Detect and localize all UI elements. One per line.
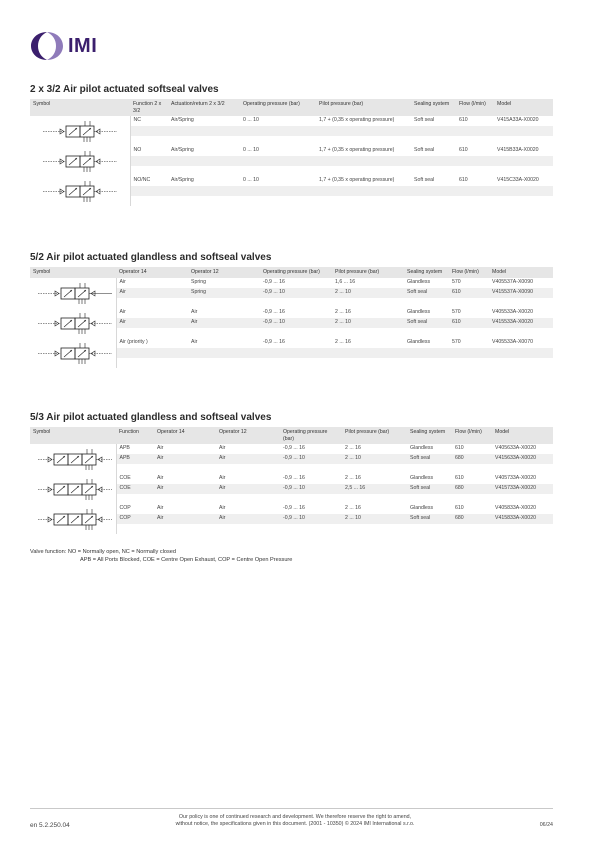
symbol-cell — [30, 474, 116, 504]
table-cell: Soft seal — [407, 514, 452, 524]
table-cell: V415733A-X0020 — [492, 484, 553, 494]
footer-divider — [30, 808, 553, 809]
table-cell — [216, 494, 280, 504]
table-cell: Spring — [188, 278, 260, 288]
table-cell — [188, 348, 260, 358]
table-cell: V415533A-X0020 — [489, 318, 553, 328]
col-header: Operating pressure (bar) — [260, 267, 332, 278]
table-cell — [411, 156, 456, 166]
table-cell — [130, 136, 168, 146]
table-cell: APB — [116, 444, 154, 454]
brand-name: IMI — [68, 34, 98, 57]
table-cell: V415833A-X0020 — [492, 514, 553, 524]
table-cell: 680 — [452, 454, 492, 464]
table-cell — [154, 524, 216, 534]
col-header: Pilot pressure (bar) — [332, 267, 404, 278]
table-cell — [404, 348, 449, 358]
table-cell — [316, 186, 411, 196]
table-cell — [494, 136, 553, 146]
table-cell: Air — [216, 474, 280, 484]
table-cell: Air — [216, 484, 280, 494]
valve-symbol-icon — [30, 474, 116, 504]
valve-symbol-icon — [35, 116, 125, 146]
section-52 — [30, 252, 553, 368]
table-cell: V415537A-X0090 — [489, 288, 553, 298]
table-cell — [456, 186, 494, 196]
table-cell: V415B33A-X0020 — [494, 146, 553, 156]
table-cell: Air/Spring — [168, 116, 240, 126]
col-header: Sealing system — [404, 267, 449, 278]
col-header: Operating pressure (bar) — [240, 99, 316, 116]
table-row — [30, 444, 553, 454]
table-cell: Air — [188, 308, 260, 318]
table-cell: Air — [154, 474, 216, 484]
section-53 — [30, 412, 553, 534]
table-cell: 2 ... 10 — [342, 514, 407, 524]
table-cell — [168, 156, 240, 166]
table-cell — [154, 494, 216, 504]
table-cell: -0,9 ... 10 — [260, 288, 332, 298]
table-cell: 610 — [456, 146, 494, 156]
table-cell — [456, 136, 494, 146]
table-cell — [188, 358, 260, 368]
table-cell: -0,9 ... 16 — [280, 474, 342, 484]
table-cell: -0,9 ... 16 — [280, 444, 342, 454]
table-cell: Air — [188, 338, 260, 348]
valve-symbol-icon — [30, 308, 116, 338]
footer-notice-line: Our policy is one of continued research and development. We therefore reserve the right to amend, — [178, 814, 412, 820]
table-cell — [168, 136, 240, 146]
col-header: Sealing system — [407, 427, 452, 444]
table-cell — [188, 328, 260, 338]
table-cell: Air — [116, 318, 188, 328]
valve-symbol-icon — [30, 338, 116, 368]
table-cell — [456, 166, 494, 176]
col-header: Operator 12 — [188, 267, 260, 278]
col-header: Symbol — [30, 427, 116, 444]
col-header: Model — [494, 99, 553, 116]
table-cell: Glandless — [404, 338, 449, 348]
table-cell: Glandless — [404, 308, 449, 318]
table-cell — [411, 126, 456, 136]
valve-function-legend — [30, 548, 292, 564]
table-cell — [240, 196, 316, 206]
table-cell: 2 ... 10 — [342, 454, 407, 464]
table-cell: 0 ... 10 — [240, 176, 316, 186]
spec-table — [30, 99, 553, 206]
table-cell — [116, 348, 188, 358]
table-cell — [449, 358, 489, 368]
table-row — [30, 504, 553, 514]
table-cell — [216, 464, 280, 474]
table-cell — [489, 358, 553, 368]
legend-line: Valve function: NO = Normally open, NC = Normally closed — [30, 549, 177, 555]
table-cell: APB — [116, 454, 154, 464]
table-cell — [240, 126, 316, 136]
table-cell — [116, 494, 154, 504]
valve-symbol-icon — [35, 176, 125, 206]
table-cell — [316, 136, 411, 146]
col-header: Pilot pressure (bar) — [342, 427, 407, 444]
table-cell — [411, 196, 456, 206]
table-cell: Air — [154, 514, 216, 524]
table-cell — [168, 166, 240, 176]
table-cell — [407, 464, 452, 474]
table-cell: Air — [216, 454, 280, 464]
footer-notice — [130, 814, 460, 829]
col-header: Flow (l/min) — [449, 267, 489, 278]
table-cell: COE — [116, 474, 154, 484]
table-cell — [240, 136, 316, 146]
table-cell — [404, 328, 449, 338]
table-cell: Air — [216, 514, 280, 524]
table-cell — [130, 196, 168, 206]
table-cell — [240, 186, 316, 196]
table-cell — [411, 136, 456, 146]
table-cell — [404, 298, 449, 308]
table-cell — [407, 494, 452, 504]
table-cell — [489, 348, 553, 358]
table-cell: V405533A-X0070 — [489, 338, 553, 348]
table-cell — [342, 494, 407, 504]
symbol-cell — [30, 308, 116, 338]
table-cell — [280, 494, 342, 504]
table-cell — [168, 186, 240, 196]
table-cell — [216, 524, 280, 534]
table-row — [30, 278, 553, 288]
table-cell: -0,9 ... 10 — [280, 514, 342, 524]
table-cell — [332, 328, 404, 338]
col-header: Function 2 x 3/2 — [130, 99, 168, 116]
table-cell — [260, 358, 332, 368]
table-cell: 2 ... 10 — [332, 288, 404, 298]
table-cell — [168, 196, 240, 206]
table-cell: 610 — [449, 288, 489, 298]
symbol-cell — [30, 444, 116, 474]
table-cell: COP — [116, 514, 154, 524]
table-cell: 0 ... 10 — [240, 146, 316, 156]
table-cell: COE — [116, 484, 154, 494]
table-cell: -0,9 ... 16 — [280, 504, 342, 514]
table-cell — [456, 196, 494, 206]
table-cell — [240, 156, 316, 166]
table-cell — [260, 328, 332, 338]
col-header: Symbol — [30, 99, 130, 116]
table-cell — [116, 328, 188, 338]
table-cell: 610 — [449, 318, 489, 328]
symbol-cell — [30, 278, 116, 308]
table-cell: Air — [154, 444, 216, 454]
table-cell — [260, 348, 332, 358]
col-header: Operator 14 — [116, 267, 188, 278]
table-cell: V405833A-X0020 — [492, 504, 553, 514]
table-cell — [494, 156, 553, 166]
table-cell — [492, 464, 553, 474]
table-cell: Air — [116, 308, 188, 318]
col-header: Model — [492, 427, 553, 444]
table-cell: Soft seal — [407, 484, 452, 494]
table-cell — [342, 524, 407, 534]
table-row — [30, 116, 553, 126]
valve-symbol-icon — [30, 504, 116, 534]
col-header: Actuation/return 2 x 3/2 — [168, 99, 240, 116]
table-cell: Air — [116, 288, 188, 298]
table-cell — [332, 298, 404, 308]
table-cell — [130, 156, 168, 166]
table-cell — [342, 464, 407, 474]
table-cell: 1,7 + (0,35 x operating pressure) — [316, 116, 411, 126]
table-cell — [316, 156, 411, 166]
table-cell — [494, 196, 553, 206]
table-cell: COP — [116, 504, 154, 514]
table-cell: 570 — [449, 278, 489, 288]
table-cell: 570 — [449, 308, 489, 318]
table-cell: 2 ... 16 — [342, 444, 407, 454]
table-cell — [456, 126, 494, 136]
table-cell — [240, 166, 316, 176]
table-cell: Air (priority ) — [116, 338, 188, 348]
table-cell: -0,9 ... 10 — [280, 454, 342, 464]
section-2x32 — [30, 84, 553, 206]
table-cell: Air — [154, 454, 216, 464]
table-cell: 680 — [452, 484, 492, 494]
table-cell: 1,7 + (0,35 x operating pressure) — [316, 176, 411, 186]
col-header: Function — [116, 427, 154, 444]
col-header: Model — [489, 267, 553, 278]
table-cell: -0,9 ... 16 — [260, 338, 332, 348]
symbol-cell — [30, 504, 116, 534]
symbol-cell — [30, 146, 130, 176]
spec-table — [30, 267, 553, 368]
table-cell — [116, 464, 154, 474]
table-cell: Air — [154, 504, 216, 514]
table-cell: V405733A-X0020 — [492, 474, 553, 484]
symbol-cell — [30, 338, 116, 368]
table-cell: V405537A-X0090 — [489, 278, 553, 288]
valve-symbol-icon — [30, 444, 116, 474]
table-cell — [188, 298, 260, 308]
table-cell: Soft seal — [411, 146, 456, 156]
table-cell: Air — [116, 278, 188, 288]
table-cell — [332, 348, 404, 358]
col-header: Flow (l/min) — [452, 427, 492, 444]
table-cell — [452, 464, 492, 474]
table-cell: NO — [130, 146, 168, 156]
table-cell — [452, 524, 492, 534]
table-cell: 2 ... 16 — [342, 474, 407, 484]
table-cell — [449, 348, 489, 358]
imi-logo-icon — [30, 30, 64, 62]
table-cell: V405633A-X0020 — [492, 444, 553, 454]
valve-symbol-icon — [30, 278, 116, 308]
section-title: 5/2 Air pilot actuated glandless and softseal valves — [30, 252, 272, 263]
symbol-cell — [30, 176, 130, 206]
table-cell: 2 ... 16 — [332, 338, 404, 348]
table-cell: 0 ... 10 — [240, 116, 316, 126]
table-cell: -0,9 ... 16 — [260, 278, 332, 288]
table-cell: Air/Spring — [168, 146, 240, 156]
table-cell — [494, 126, 553, 136]
table-cell — [280, 464, 342, 474]
table-cell — [449, 298, 489, 308]
table-cell: Glandless — [404, 278, 449, 288]
table-cell: V405533A-X0020 — [489, 308, 553, 318]
col-header: Operator 12 — [216, 427, 280, 444]
table-cell: 2 ... 10 — [332, 318, 404, 328]
table-cell — [456, 156, 494, 166]
table-cell: 1,7 + (0,35 x operating pressure) — [316, 146, 411, 156]
table-cell: V415A33A-X0020 — [494, 116, 553, 126]
table-cell: Air — [216, 444, 280, 454]
table-cell — [411, 166, 456, 176]
page-number: 06/24 — [539, 822, 553, 828]
col-header: Operator 14 — [154, 427, 216, 444]
table-cell: Soft seal — [411, 116, 456, 126]
table-cell: 1,6 ... 16 — [332, 278, 404, 288]
table-cell: 610 — [456, 176, 494, 186]
table-cell — [411, 186, 456, 196]
table-cell — [494, 186, 553, 196]
table-cell: 2,5 ... 16 — [342, 484, 407, 494]
table-cell: 570 — [449, 338, 489, 348]
table-cell — [489, 298, 553, 308]
table-cell: 610 — [452, 504, 492, 514]
table-row — [30, 338, 553, 348]
legend-line: APB = All Ports Blocked, COE = Centre Open Exhaust, COP = Centre Open Pressure — [80, 557, 293, 564]
col-header: Symbol — [30, 267, 116, 278]
table-cell — [404, 358, 449, 368]
table-cell — [168, 126, 240, 136]
table-cell: Soft seal — [404, 318, 449, 328]
section-title: 5/3 Air pilot actuated glandless and softseal valves — [30, 412, 272, 423]
table-row — [30, 474, 553, 484]
table-row — [30, 146, 553, 156]
table-cell: Soft seal — [407, 454, 452, 464]
table-cell: 2 ... 16 — [332, 308, 404, 318]
table-cell — [116, 358, 188, 368]
col-header: Flow (l/min) — [456, 99, 494, 116]
table-cell — [489, 328, 553, 338]
table-cell: Air — [154, 484, 216, 494]
table-cell: 610 — [452, 444, 492, 454]
col-header: Pilot pressure (bar) — [316, 99, 411, 116]
table-cell: 2 ... 16 — [342, 504, 407, 514]
table-cell — [116, 298, 188, 308]
table-cell — [407, 524, 452, 534]
brand-logo — [30, 30, 97, 62]
table-cell — [332, 358, 404, 368]
table-cell — [154, 464, 216, 474]
table-cell — [492, 524, 553, 534]
table-cell — [316, 196, 411, 206]
valve-symbol-icon — [35, 146, 125, 176]
table-cell: Glandless — [407, 504, 452, 514]
table-cell: NC — [130, 116, 168, 126]
spec-table — [30, 427, 554, 534]
table-cell: Glandless — [407, 444, 452, 454]
document-code: en 5.2.250.04 — [30, 822, 70, 829]
table-cell — [260, 298, 332, 308]
table-cell: Spring — [188, 288, 260, 298]
table-cell: V415C33A-X0020 — [494, 176, 553, 186]
table-cell — [316, 126, 411, 136]
table-cell: 610 — [456, 116, 494, 126]
section-title: 2 x 3/2 Air pilot actuated softseal valves — [30, 84, 219, 95]
table-row — [30, 308, 553, 318]
table-cell: Soft seal — [404, 288, 449, 298]
table-row — [30, 176, 553, 186]
table-cell — [449, 328, 489, 338]
table-cell: Air — [216, 504, 280, 514]
col-header: Operating pressure (bar) — [280, 427, 342, 444]
table-cell: Glandless — [407, 474, 452, 484]
table-cell: 680 — [452, 514, 492, 524]
col-header: Sealing system — [411, 99, 456, 116]
symbol-cell — [30, 116, 130, 146]
table-cell — [130, 166, 168, 176]
table-cell — [494, 166, 553, 176]
table-cell — [492, 494, 553, 504]
footer-notice-line: without notice, the specifications given in this document. (2001 - 10350) © 2024 IMI International s.r.o. — [175, 821, 415, 828]
table-cell — [280, 524, 342, 534]
table-cell: 610 — [452, 474, 492, 484]
table-cell: Air/Spring — [168, 176, 240, 186]
table-cell: -0,9 ... 10 — [280, 484, 342, 494]
table-cell: -0,9 ... 16 — [260, 308, 332, 318]
table-cell — [452, 494, 492, 504]
table-cell — [130, 126, 168, 136]
table-cell — [130, 186, 168, 196]
table-cell: Air — [188, 318, 260, 328]
table-cell: V415633A-X0020 — [492, 454, 553, 464]
table-cell: NO/NC — [130, 176, 168, 186]
table-cell: -0,9 ... 10 — [260, 318, 332, 328]
table-cell — [116, 524, 154, 534]
table-cell: Soft seal — [411, 176, 456, 186]
table-cell — [316, 166, 411, 176]
